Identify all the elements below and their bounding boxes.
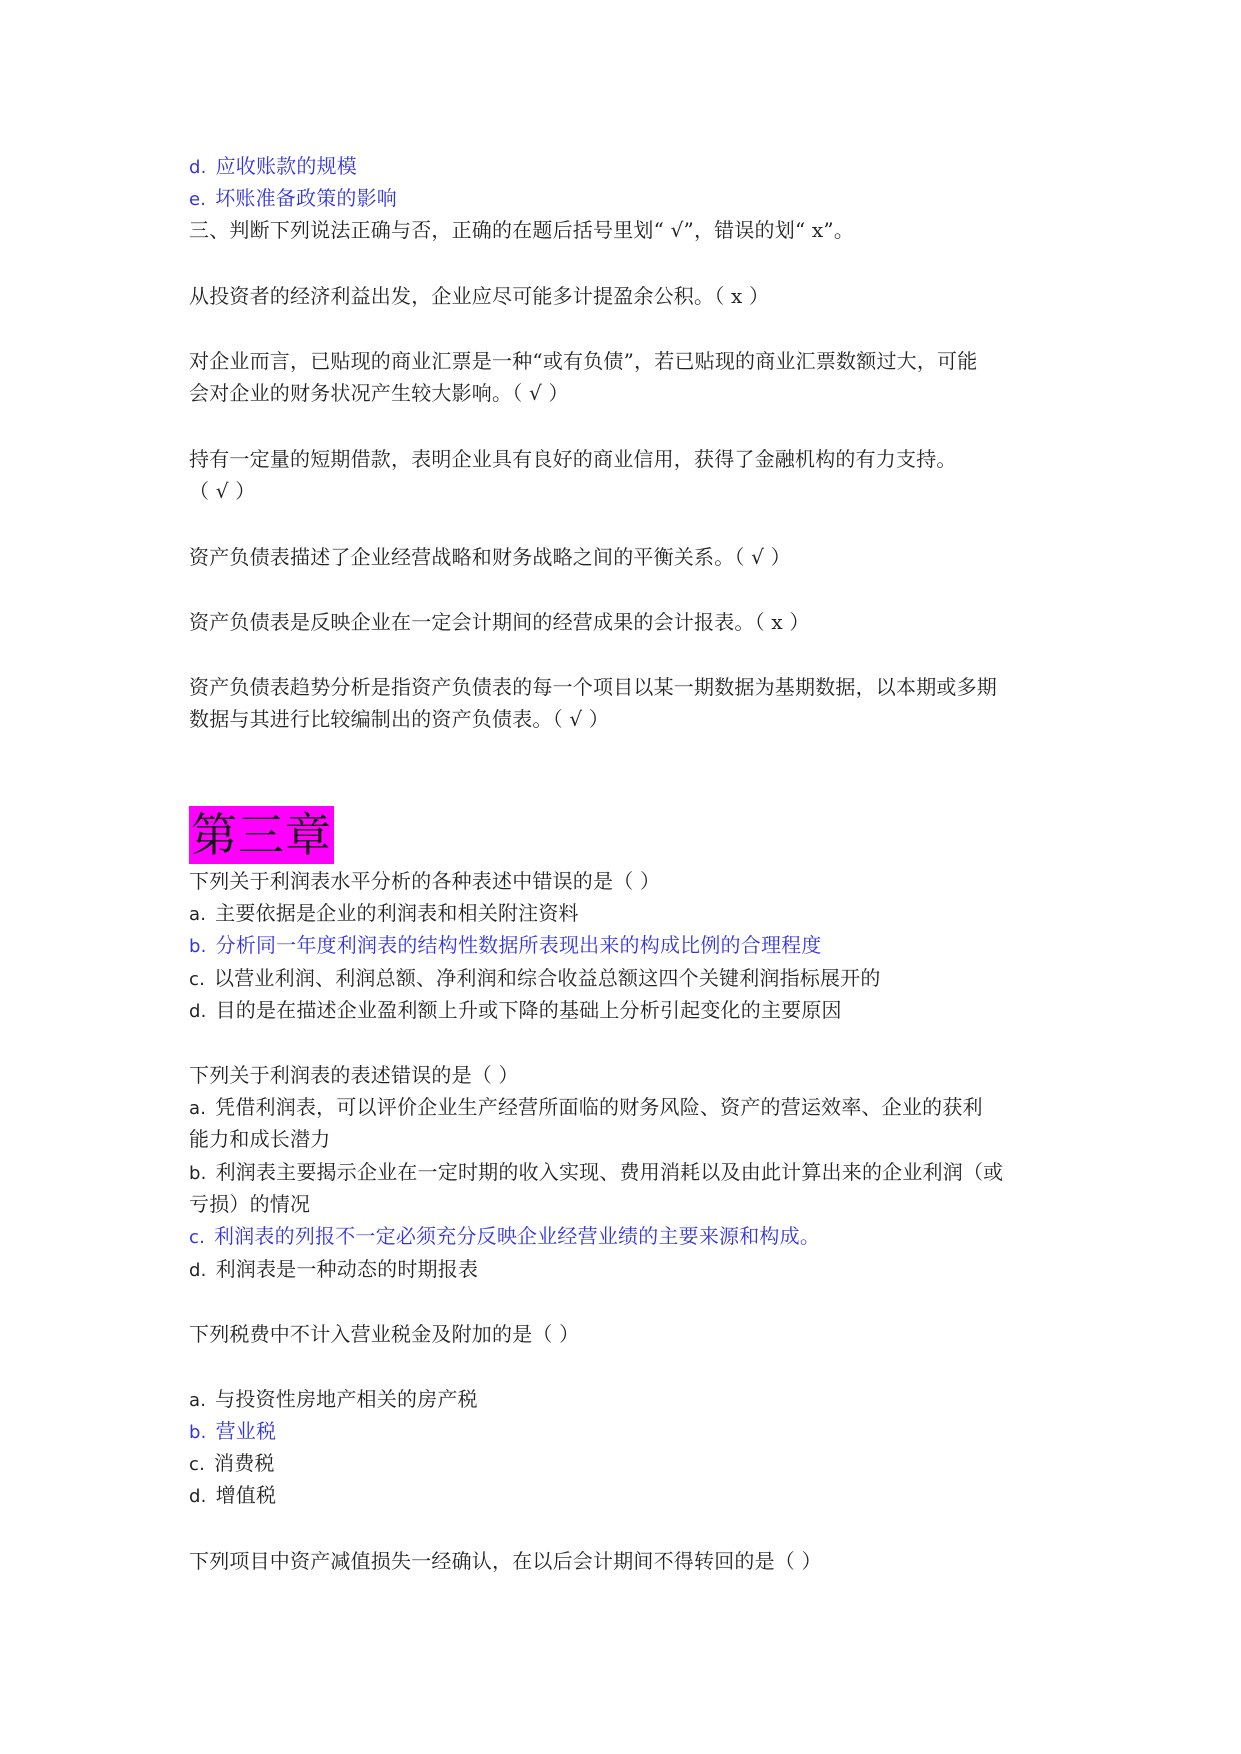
question-1-option-d: d. 目的是在描述企业盈利额上升或下降的基础上分析引起变化的主要原因 xyxy=(189,998,842,1022)
question-3-option-d: d. 增值税 xyxy=(189,1483,277,1507)
judgment-1: 从投资者的经济利益出发，企业应尽可能多计提盈余公积。（ x ） xyxy=(189,284,770,308)
judgment-4: 资产负债表描述了企业经营战略和财务战略之间的平衡关系。（ √ ） xyxy=(189,545,791,569)
question-1-option-c: c. 以营业利润、利润总额、净利润和综合收益总额这四个关键利润指标展开的 xyxy=(189,966,881,990)
judgment-5: 资产负债表是反映企业在一定会计期间的经营成果的会计报表。（ x ） xyxy=(189,610,810,634)
question-3-option-a: a. 与投资性房地产相关的房产税 xyxy=(189,1387,478,1411)
question-1-option-a: a. 主要依据是企业的利润表和相关附注资料 xyxy=(189,901,579,925)
chapter-title: 第三章 xyxy=(191,808,332,862)
option-e-top: e. 坏账准备政策的影响 xyxy=(189,186,398,210)
question-1-option-b: b. 分析同一年度利润表的结构性数据所表现出来的构成比例的合理程度 xyxy=(189,933,822,957)
question-3-stem: 下列税费中不计入营业税金及附加的是（ ） xyxy=(189,1322,580,1346)
judgment-3-line-2: （ √ ） xyxy=(189,479,256,503)
question-2-option-c: c. 利润表的列报不一定必须充分反映企业经营业绩的主要来源和构成。 xyxy=(189,1224,821,1248)
question-4-stem: 下列项目中资产减值损失一经确认，在以后会计期间不得转回的是（ ） xyxy=(189,1549,822,1573)
option-d-top: d. 应收账款的规模 xyxy=(189,154,357,178)
judgment-2-line-1: 对企业而言，已贴现的商业汇票是一种“或有负债”，若已贴现的商业汇票数额过大，可能 xyxy=(189,349,978,373)
question-2-option-b-cont: 亏损）的情况 xyxy=(189,1192,311,1216)
question-1-stem: 下列关于利润表水平分析的各种表述中错误的是（ ） xyxy=(189,869,661,893)
question-3-option-b: b. 营业税 xyxy=(189,1419,277,1443)
question-2-option-b: b. 利润表主要揭示企业在一定时期的收入实现、费用消耗以及由此计算出来的企业利润（或 xyxy=(189,1160,1004,1184)
question-2-stem: 下列关于利润表的表述错误的是（ ） xyxy=(189,1063,519,1087)
question-2-option-a: a. 凭借利润表，可以评价企业生产经营所面临的财务风险、资产的营运效率、企业的获利 xyxy=(189,1095,983,1119)
judgment-3-line-1: 持有一定量的短期借款，表明企业具有良好的商业信用，获得了金融机构的有力支持。 xyxy=(189,447,957,471)
question-2-option-d: d. 利润表是一种动态的时期报表 xyxy=(189,1257,479,1281)
section-heading: 三、判断下列说法正确与否，正确的在题后括号里划“ √”，错误的划“ x”。 xyxy=(189,218,855,242)
question-2-option-a-cont: 能力和成长潜力 xyxy=(189,1127,331,1151)
question-3-option-c: c. 消费税 xyxy=(189,1451,275,1475)
judgment-2-line-2: 会对企业的财务状况产生较大影响。（ √ ） xyxy=(189,381,569,405)
judgment-6-line-2: 数据与其进行比较编制出的资产负债表。（ √ ） xyxy=(189,707,610,731)
judgment-6-line-1: 资产负债表趋势分析是指资产负债表的每一个项目以某一期数据为基期数据，以本期或多期 xyxy=(189,675,997,699)
